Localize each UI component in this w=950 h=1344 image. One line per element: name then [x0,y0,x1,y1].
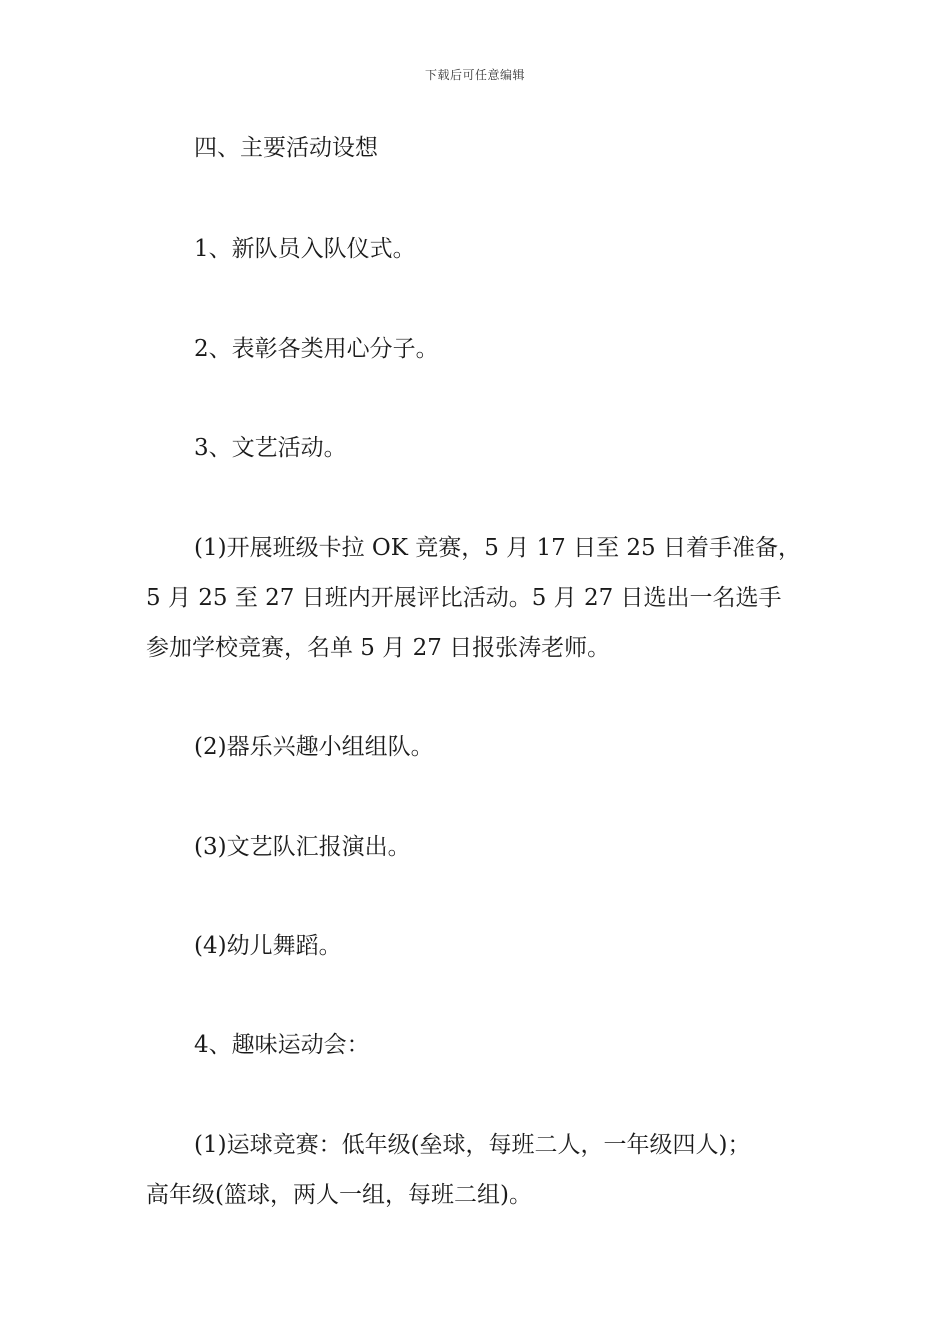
sub-item-1-line-2: 5 月 25 至 27 日班内开展评比活动。5 月 27 日选出一名选手 [146,585,782,611]
sub-item-1-line-1: (1)开展班级卡拉 OK 竞赛，5 月 17 日至 25 日着手准备， [194,535,801,561]
sub-item-4: (4)幼儿舞蹈。 [194,933,342,959]
sport-item-1-line-1: (1)运球竞赛：低年级(垒球，每班二人，一年级四人)； [194,1132,751,1158]
list-item-3: 3、文艺活动。 [194,435,347,461]
page-header-note: 下载后可任意编辑 [424,68,525,82]
list-item-1: 1、新队员入队仪式。 [194,236,416,262]
sport-item-1-line-2: 高年级(篮球，两人一组，每班二组)。 [146,1182,532,1208]
list-item-2: 2、表彰各类用心分子。 [194,336,439,362]
list-item-4: 4、趣味运动会： [194,1032,370,1058]
sub-item-3: (3)文艺队汇报演出。 [194,834,411,860]
section-heading: 四、主要活动设想 [194,135,378,161]
sub-item-1-line-3: 参加学校竞赛，名单 5 月 27 日报张涛老师。 [146,635,611,661]
sub-item-2: (2)器乐兴趣小组组队。 [194,734,434,760]
